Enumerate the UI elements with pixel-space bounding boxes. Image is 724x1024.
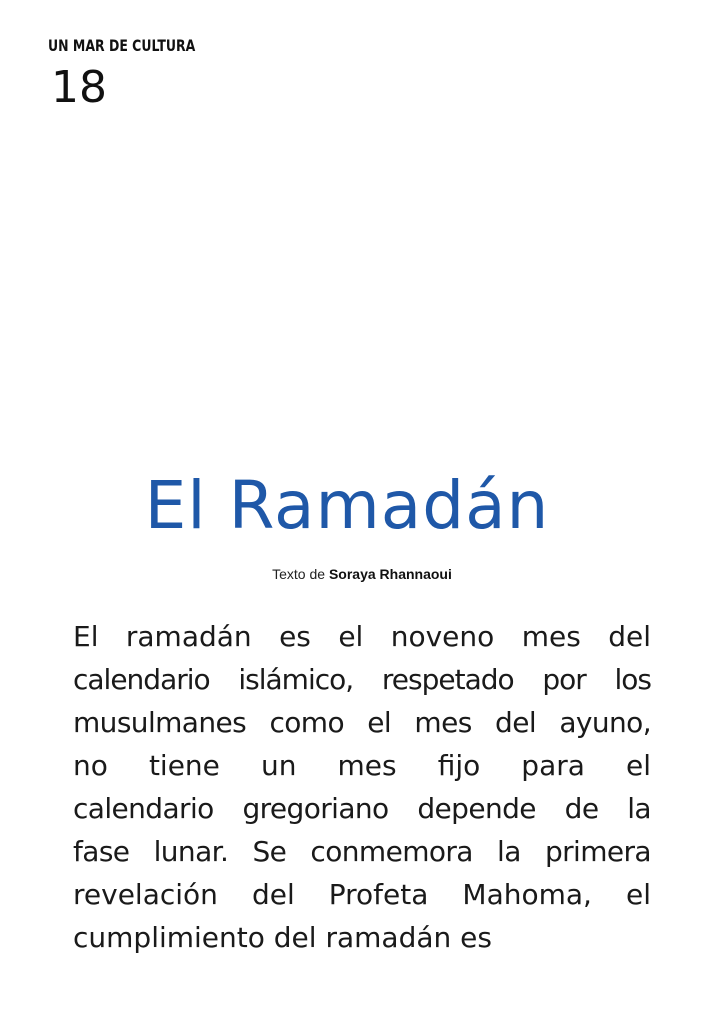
page-number: 18 bbox=[51, 62, 107, 113]
body-line: fase lunar. Se conmemora la primera bbox=[73, 835, 651, 868]
body-line: no tiene un mes fijo para el bbox=[73, 749, 651, 782]
article-body bbox=[73, 615, 651, 959]
body-line: musulmanes como el mes del ayuno, bbox=[73, 706, 651, 739]
byline bbox=[0, 566, 724, 582]
byline-prefix: Texto de bbox=[272, 566, 326, 582]
body-line: calendario islámico, respetado por los bbox=[73, 663, 651, 696]
byline-author: Soraya Rhannaoui bbox=[328, 566, 452, 582]
magazine-name: UN MAR DE CULTURA bbox=[48, 36, 196, 55]
body-line: revelación del Profeta Mahoma, el bbox=[73, 878, 651, 911]
body-line: cumplimiento del ramadán es bbox=[73, 921, 492, 954]
article-title: El Ramadán bbox=[144, 467, 550, 544]
body-line: calendario gregoriano depende de la bbox=[73, 792, 651, 825]
body-line: El ramadán es el noveno mes del bbox=[73, 620, 651, 653]
